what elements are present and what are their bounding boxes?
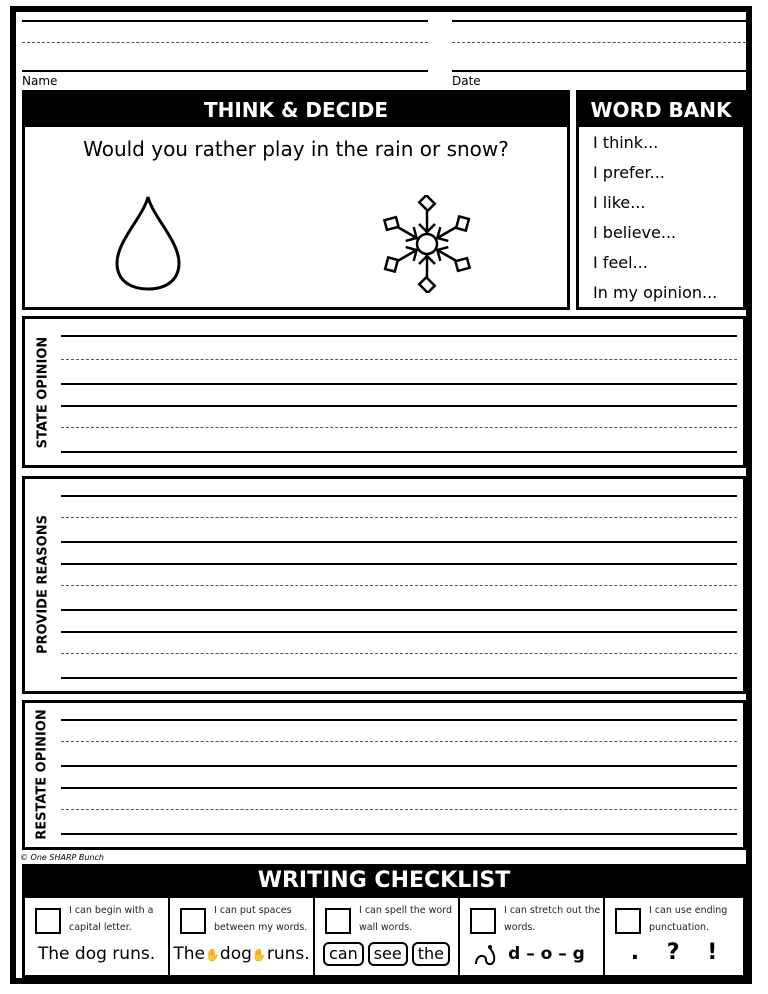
date-line-mid [452, 42, 746, 43]
writing-line[interactable] [61, 677, 737, 679]
writing-line [61, 405, 737, 407]
spaces-example [170, 944, 313, 964]
checkbox[interactable] [180, 908, 206, 934]
checkbox[interactable] [35, 908, 61, 934]
example-word: The [173, 944, 205, 964]
writing-line [61, 335, 737, 337]
word-bank-item: I believe... [593, 223, 677, 242]
writing-checklist-title: WRITING CHECKLIST [22, 864, 746, 898]
name-line-mid [22, 42, 428, 43]
name-label: Name [22, 74, 58, 88]
punctuation-example [605, 940, 743, 965]
checklist-item-stretch [460, 898, 605, 978]
checkbox[interactable] [615, 908, 641, 934]
writing-line [61, 563, 737, 565]
writing-line-dashed [61, 653, 737, 654]
word-bank-item: I think... [593, 133, 659, 152]
writing-line [61, 495, 737, 497]
writing-line [61, 631, 737, 633]
word-bank-panel [576, 90, 746, 310]
writing-line-dashed [61, 809, 737, 810]
writing-line-dashed [61, 741, 737, 742]
finger-space-icon: ✋ [204, 948, 220, 962]
writing-line-dashed [61, 359, 737, 360]
writing-line[interactable] [61, 833, 737, 835]
date-label: Date [452, 74, 481, 88]
word-bank-title: WORD BANK [579, 93, 743, 127]
writing-checklist-panel [22, 898, 746, 978]
raindrop-icon [113, 193, 183, 293]
writing-line [61, 787, 737, 789]
word-bank-item: I prefer... [593, 163, 665, 182]
provide-reasons-label: PROVIDE REASONS [35, 515, 51, 654]
word-wall-word: see [368, 942, 408, 966]
checklist-item-punctuation [605, 898, 743, 978]
copyright-text: © One SHARP Bunch [20, 853, 104, 862]
writing-line[interactable] [61, 541, 737, 543]
example-word: runs. [266, 944, 310, 964]
checkbox[interactable] [325, 908, 351, 934]
name-line-top [22, 20, 428, 22]
period-mark: . [630, 940, 640, 965]
word-wall-word: the [412, 942, 450, 966]
word-wall-example [315, 942, 458, 966]
writing-line[interactable] [61, 383, 737, 385]
example-word: dog [219, 944, 252, 964]
writing-line[interactable] [61, 765, 737, 767]
checklist-text: I can begin with a capital letter. [69, 905, 154, 933]
checklist-item-capital [25, 898, 170, 978]
word-bank-item: In my opinion... [593, 283, 718, 302]
checklist-item-word-wall [315, 898, 460, 978]
state-opinion-section [22, 316, 746, 468]
capital-example: The dog runs. [37, 944, 156, 964]
snowflake-icon [375, 195, 479, 293]
writing-line-dashed [61, 517, 737, 518]
checklist-text: I can put spaces between my words. [214, 905, 308, 933]
writing-line[interactable] [61, 451, 737, 453]
checklist-text: I can spell the word wall words. [359, 905, 452, 933]
checklist-text: I can stretch out the words. [504, 905, 601, 933]
date-line-top [452, 20, 746, 22]
writing-line-dashed [61, 427, 737, 428]
word-wall-word: can [323, 942, 364, 966]
state-opinion-label: STATE OPINION [35, 336, 51, 449]
word-bank-item: I like... [593, 193, 646, 212]
date-field[interactable] [452, 70, 746, 72]
writing-line-dashed [61, 585, 737, 586]
question-mark: ? [666, 940, 680, 965]
provide-reasons-section [22, 476, 746, 694]
think-decide-title: THINK & DECIDE [25, 93, 567, 127]
think-question: Would you rather play in the rain or snow? [83, 137, 509, 161]
checkbox[interactable] [470, 908, 496, 934]
name-field[interactable] [22, 70, 428, 72]
writing-line[interactable] [61, 609, 737, 611]
writing-line [61, 719, 737, 721]
checklist-item-spaces [170, 898, 315, 978]
word-bank-item: I feel... [593, 253, 648, 272]
restate-opinion-section [22, 700, 746, 850]
exclamation-mark: ! [707, 940, 718, 965]
stretch-example: d – o – g [508, 944, 585, 964]
think-decide-panel [22, 90, 570, 310]
finger-space-icon: ✋ [251, 948, 267, 962]
restate-opinion-label: RESTATE OPINION [34, 709, 50, 840]
checklist-text: I can use ending punctuation. [649, 905, 728, 933]
